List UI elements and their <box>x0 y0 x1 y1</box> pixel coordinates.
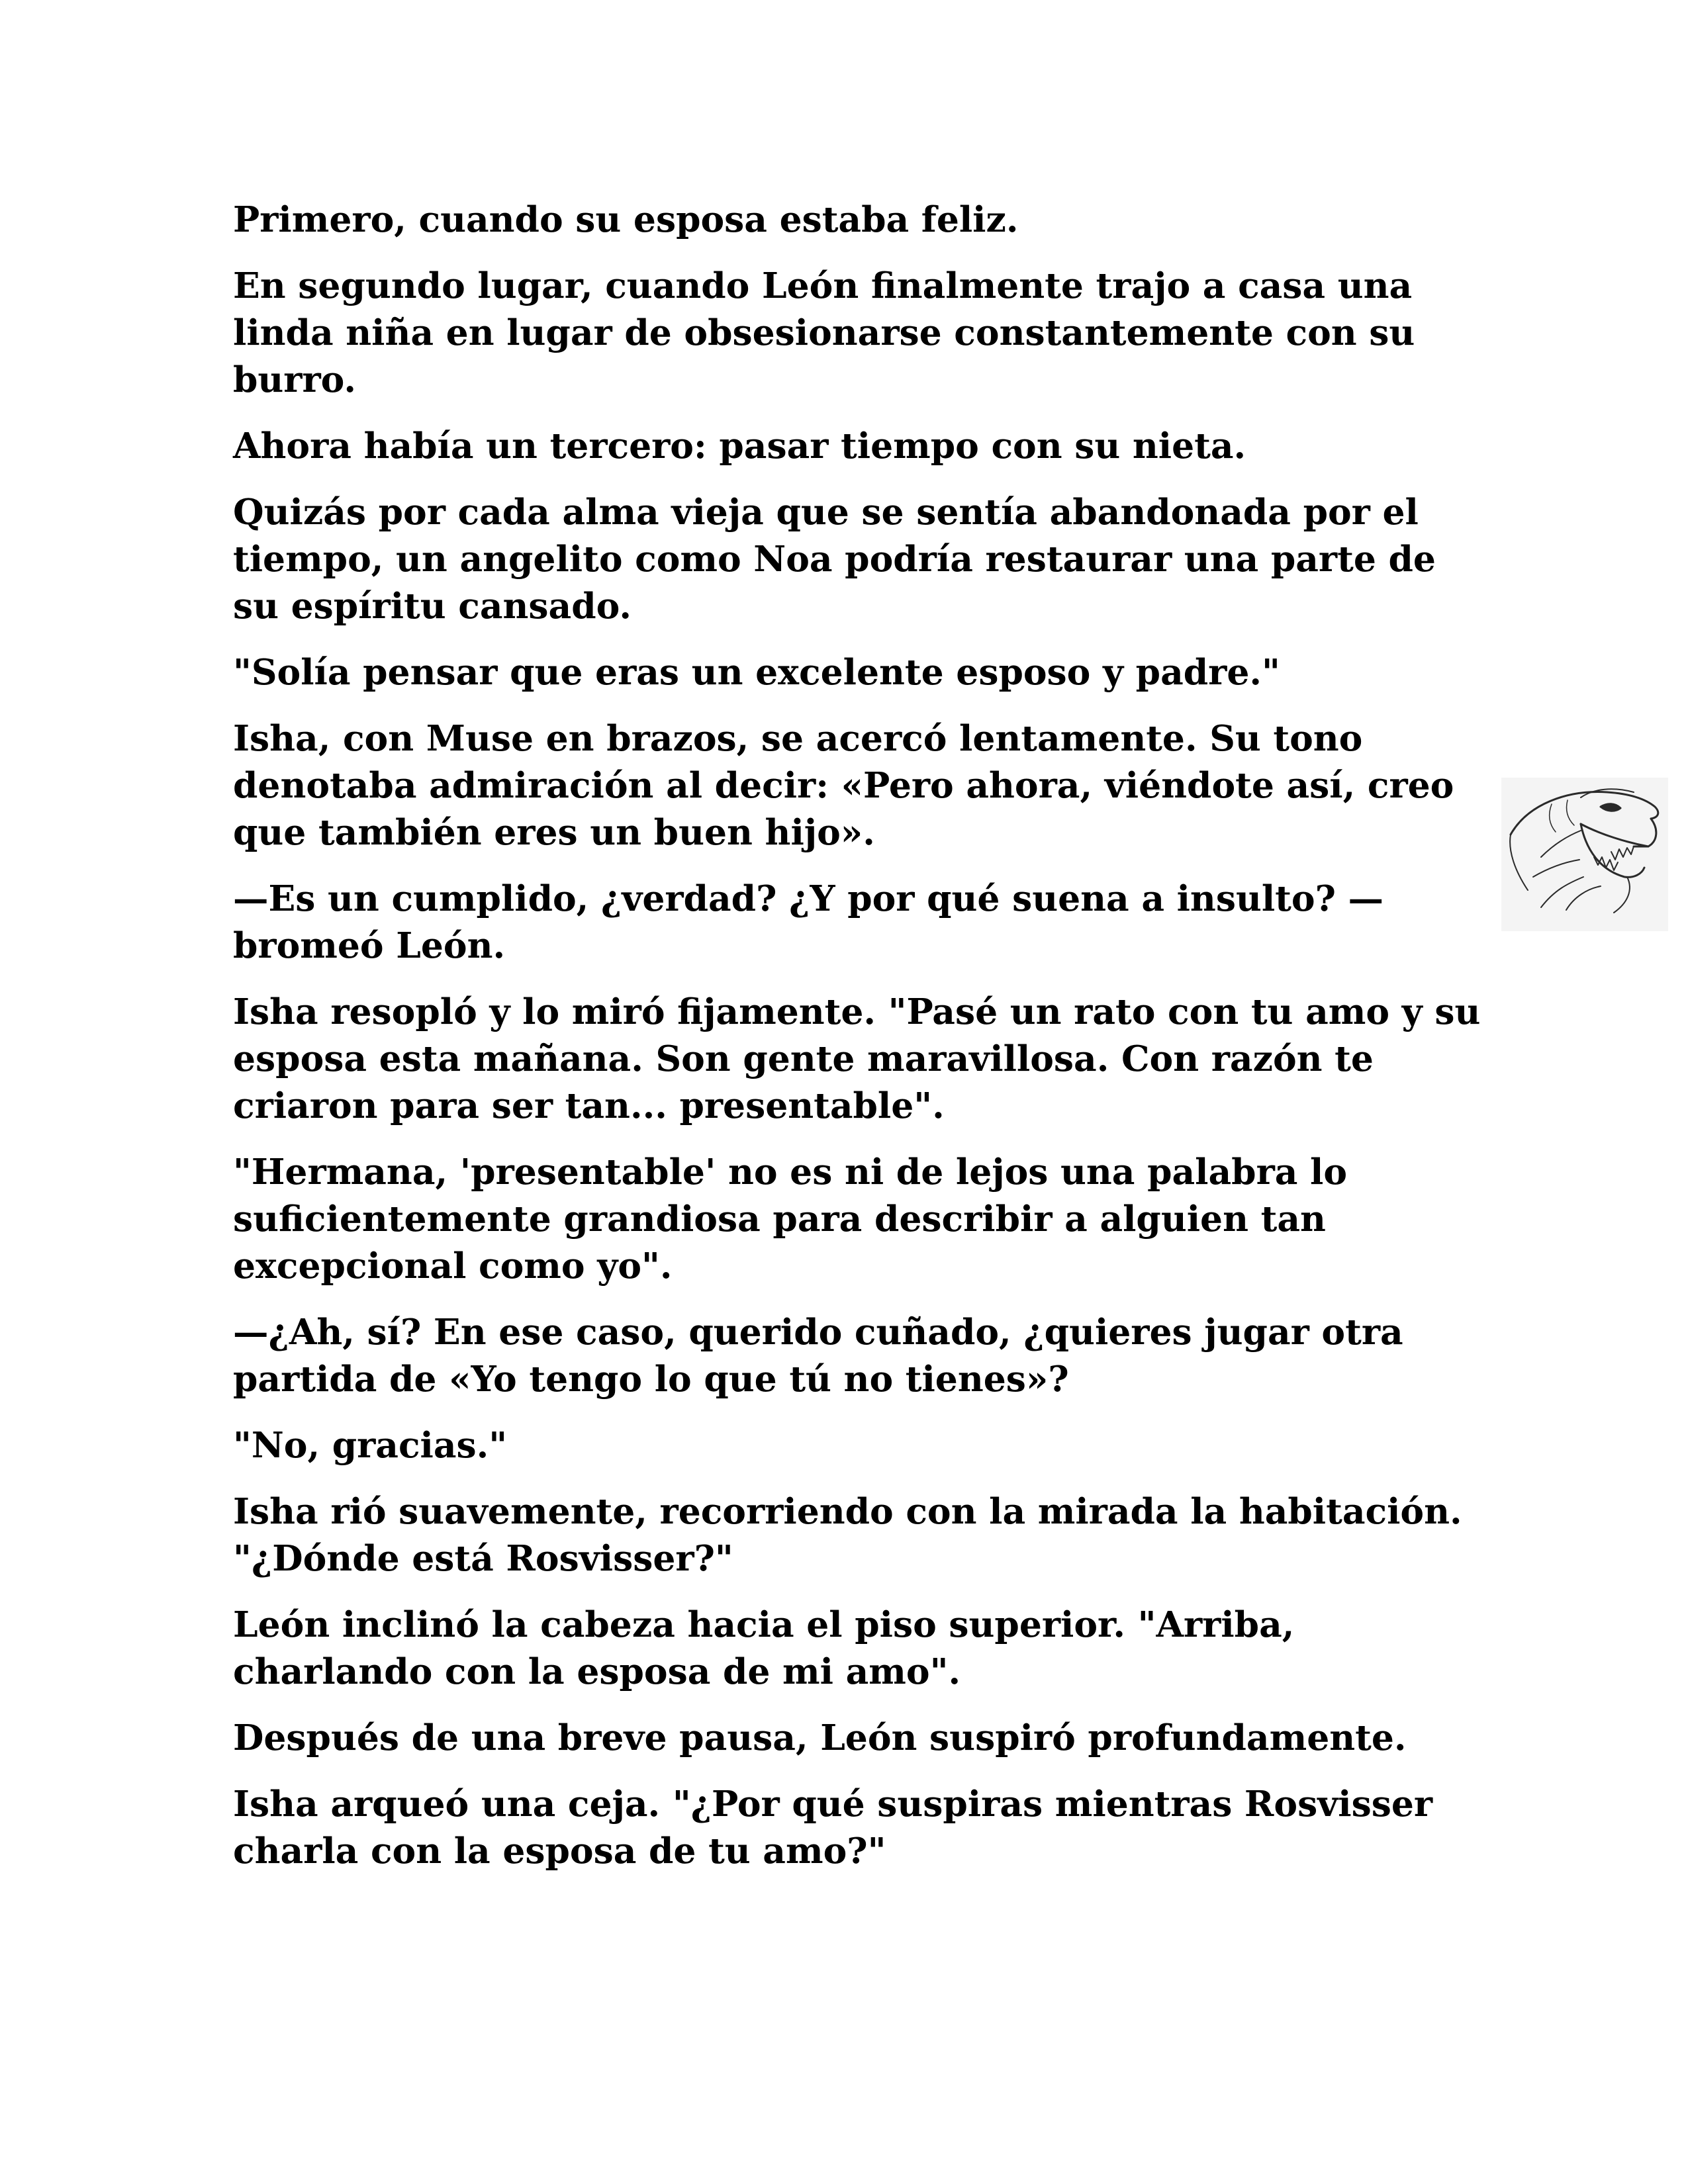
paragraph-12: Isha rió suavemente, recorriendo con la mirada la habitación. "¿Dónde está Rosvisser?" <box>233 1490 1462 1579</box>
paragraph-3: Ahora había un tercero: pasar tiempo con su nieta. <box>233 425 1246 467</box>
paragraph-8: Isha resopló y lo miró fijamente. "Pasé un rato con tu amo y su esposa esta mañana. Son gente maravillosa. Con razón te criaron para ser tan... presentable". <box>233 991 1481 1126</box>
paragraph-10: —¿Ah, sí? En ese caso, querido cuñado, ¿quieres jugar otra partida de «Yo tengo lo que tú no tienes»? <box>233 1311 1403 1400</box>
paragraph-4: Quizás por cada alma vieja que se sentía abandonada por el tiempo, un angelito como Noa podría restaurar una parte de su espíritu cansado. <box>233 491 1436 627</box>
paragraph-14: Después de una breve pausa, León suspiró profundamente. <box>233 1717 1407 1758</box>
paragraph-1: Primero, cuando su esposa estaba feliz. <box>233 199 1019 240</box>
paragraph-15: Isha arqueó una ceja. "¿Por qué suspiras mientras Rosvisser charla con la esposa de tu amo?" <box>233 1783 1433 1872</box>
body-text <box>233 196 1491 1893</box>
paragraph-13: León inclinó la cabeza hacia el piso superior. "Arriba, charlando con la esposa de mi amo". <box>233 1604 1295 1692</box>
paragraph-11: "No, gracias." <box>233 1424 508 1466</box>
paragraph-2: En segundo lugar, cuando León finalmente trajo a casa una linda niña en lugar de obsesionarse constantemente con su burro. <box>233 265 1415 400</box>
paragraph-7: —Es un cumplido, ¿verdad? ¿Y por qué suena a insulto? — bromeó León. <box>233 878 1384 966</box>
paragraph-6: Isha, con Muse en brazos, se acercó lentamente. Su tono denotaba admiración al decir: «Pero ahora, viéndote así, creo que también eres un buen hijo». <box>233 717 1454 853</box>
paragraph-9: "Hermana, 'presentable' no es ni de lejos una palabra lo suficientemente grandiosa para describir a alguien tan excepcional como yo". <box>233 1151 1348 1287</box>
paragraph-5: "Solía pensar que eras un excelente esposo y padre." <box>233 651 1280 693</box>
dinosaur-head-sketch-icon <box>1501 778 1668 931</box>
